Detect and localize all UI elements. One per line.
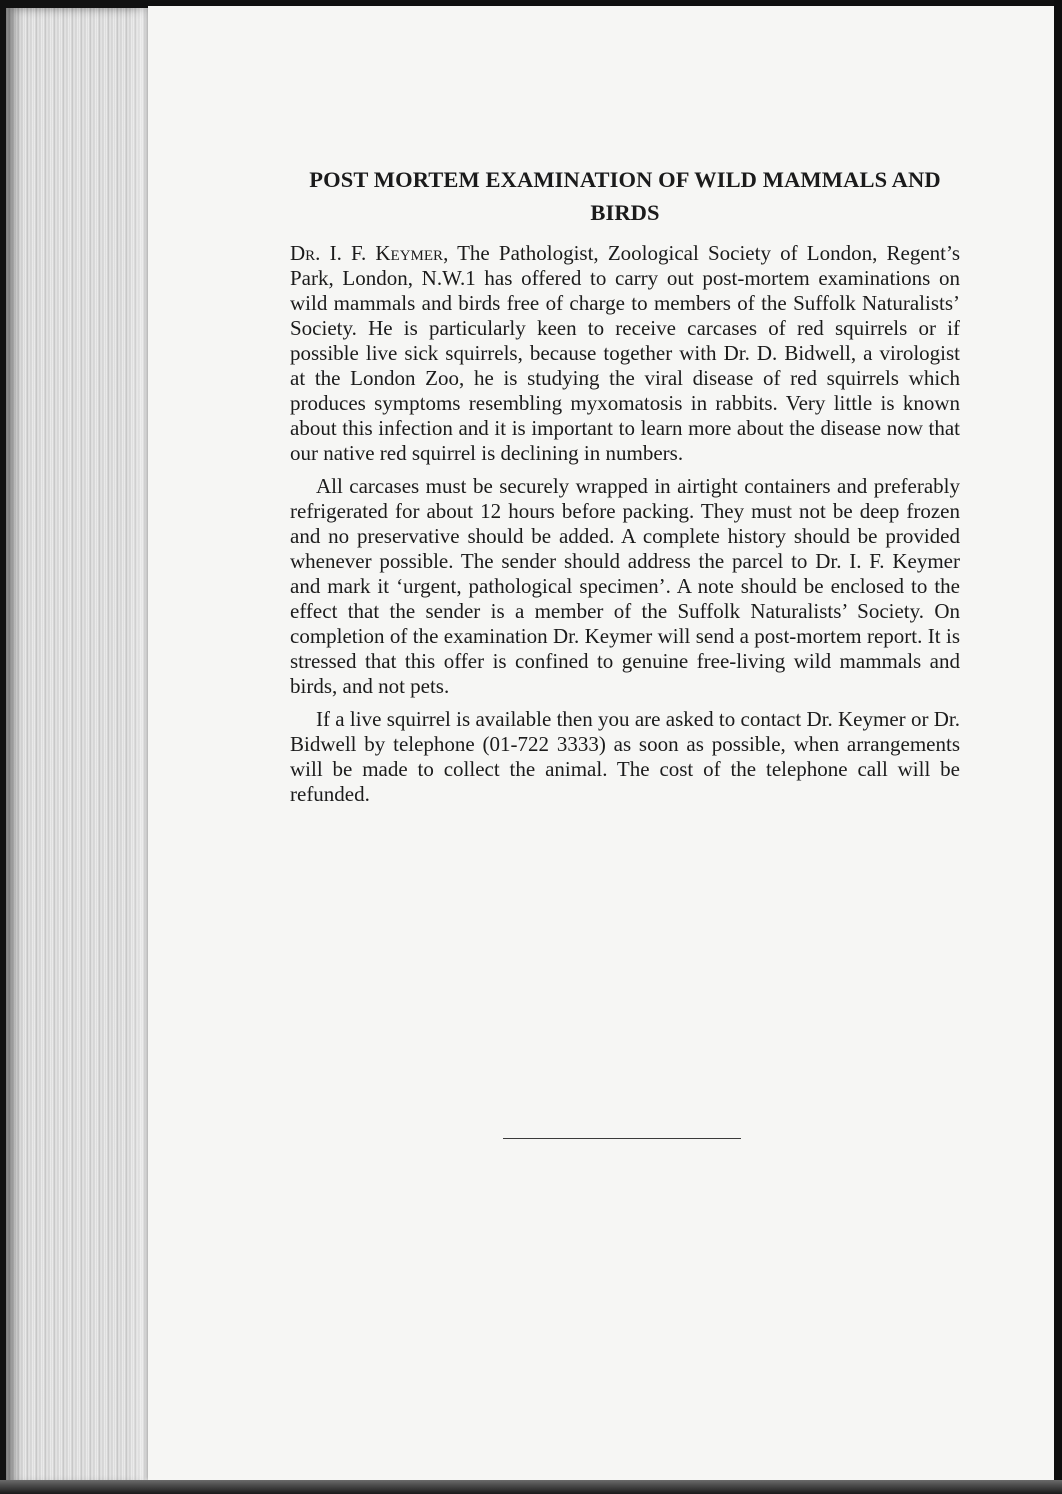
article-body <box>290 241 960 807</box>
paragraph-1 <box>290 241 960 466</box>
paragraph-3: If a live squirrel is available then you are asked to contact Dr. Keymer or Dr. Bidwell by telephone (01-722 3333) as soon as possible, when arrangements will be made to collect the animal. The cost of the telephone call will be refunded. <box>290 707 960 806</box>
article <box>290 163 960 807</box>
paragraph-1-text: , The Pathologist, Zoological Society of London, Regent’s Park, London, N.W.1 has offered to carry out post-mortem examinations on wild mammals and birds free of charge to members of the Suffolk Naturalists’ Society. He is particularly keen to receive carcases of red squirrels or if possible live sick squirrels, because together with Dr. D. Bidwell, a virologist at the London Zoo, he is studying the viral disease of red squirrels which produces symptoms resembling myxomatosis in rabbits. Very little is known about this infection and it is important to learn more about the disease now that our native red squirrel is declining in numbers. <box>290 241 960 465</box>
scan-right-border <box>1054 0 1062 1494</box>
scan-bottom-border <box>0 1480 1062 1494</box>
paragraph-2: All carcases must be securely wrapped in airtight containers and preferably refrigerated for about 12 hours before packing. They must not be deep frozen and no preservative should be added. A complete history should be provided whenever possible. The sender should address the parcel to Dr. I. F. Keymer and mark it ‘urgent, pathological specimen’. A note should be enclosed to the effect that the sender is a member of the Suffolk Naturalists’ Society. On completion of the examination Dr. Keymer will send a post-mortem report. It is stressed that this offer is confined to genuine free-living wild mammals and birds, and not pets. <box>290 474 960 698</box>
article-title: POST MORTEM EXAMINATION OF WILD MAMMALS AND BIRDS <box>309 167 941 225</box>
book-page-edges <box>6 8 156 1486</box>
end-rule <box>503 1138 741 1139</box>
author-name: Dr. I. F. Keymer <box>290 241 444 265</box>
